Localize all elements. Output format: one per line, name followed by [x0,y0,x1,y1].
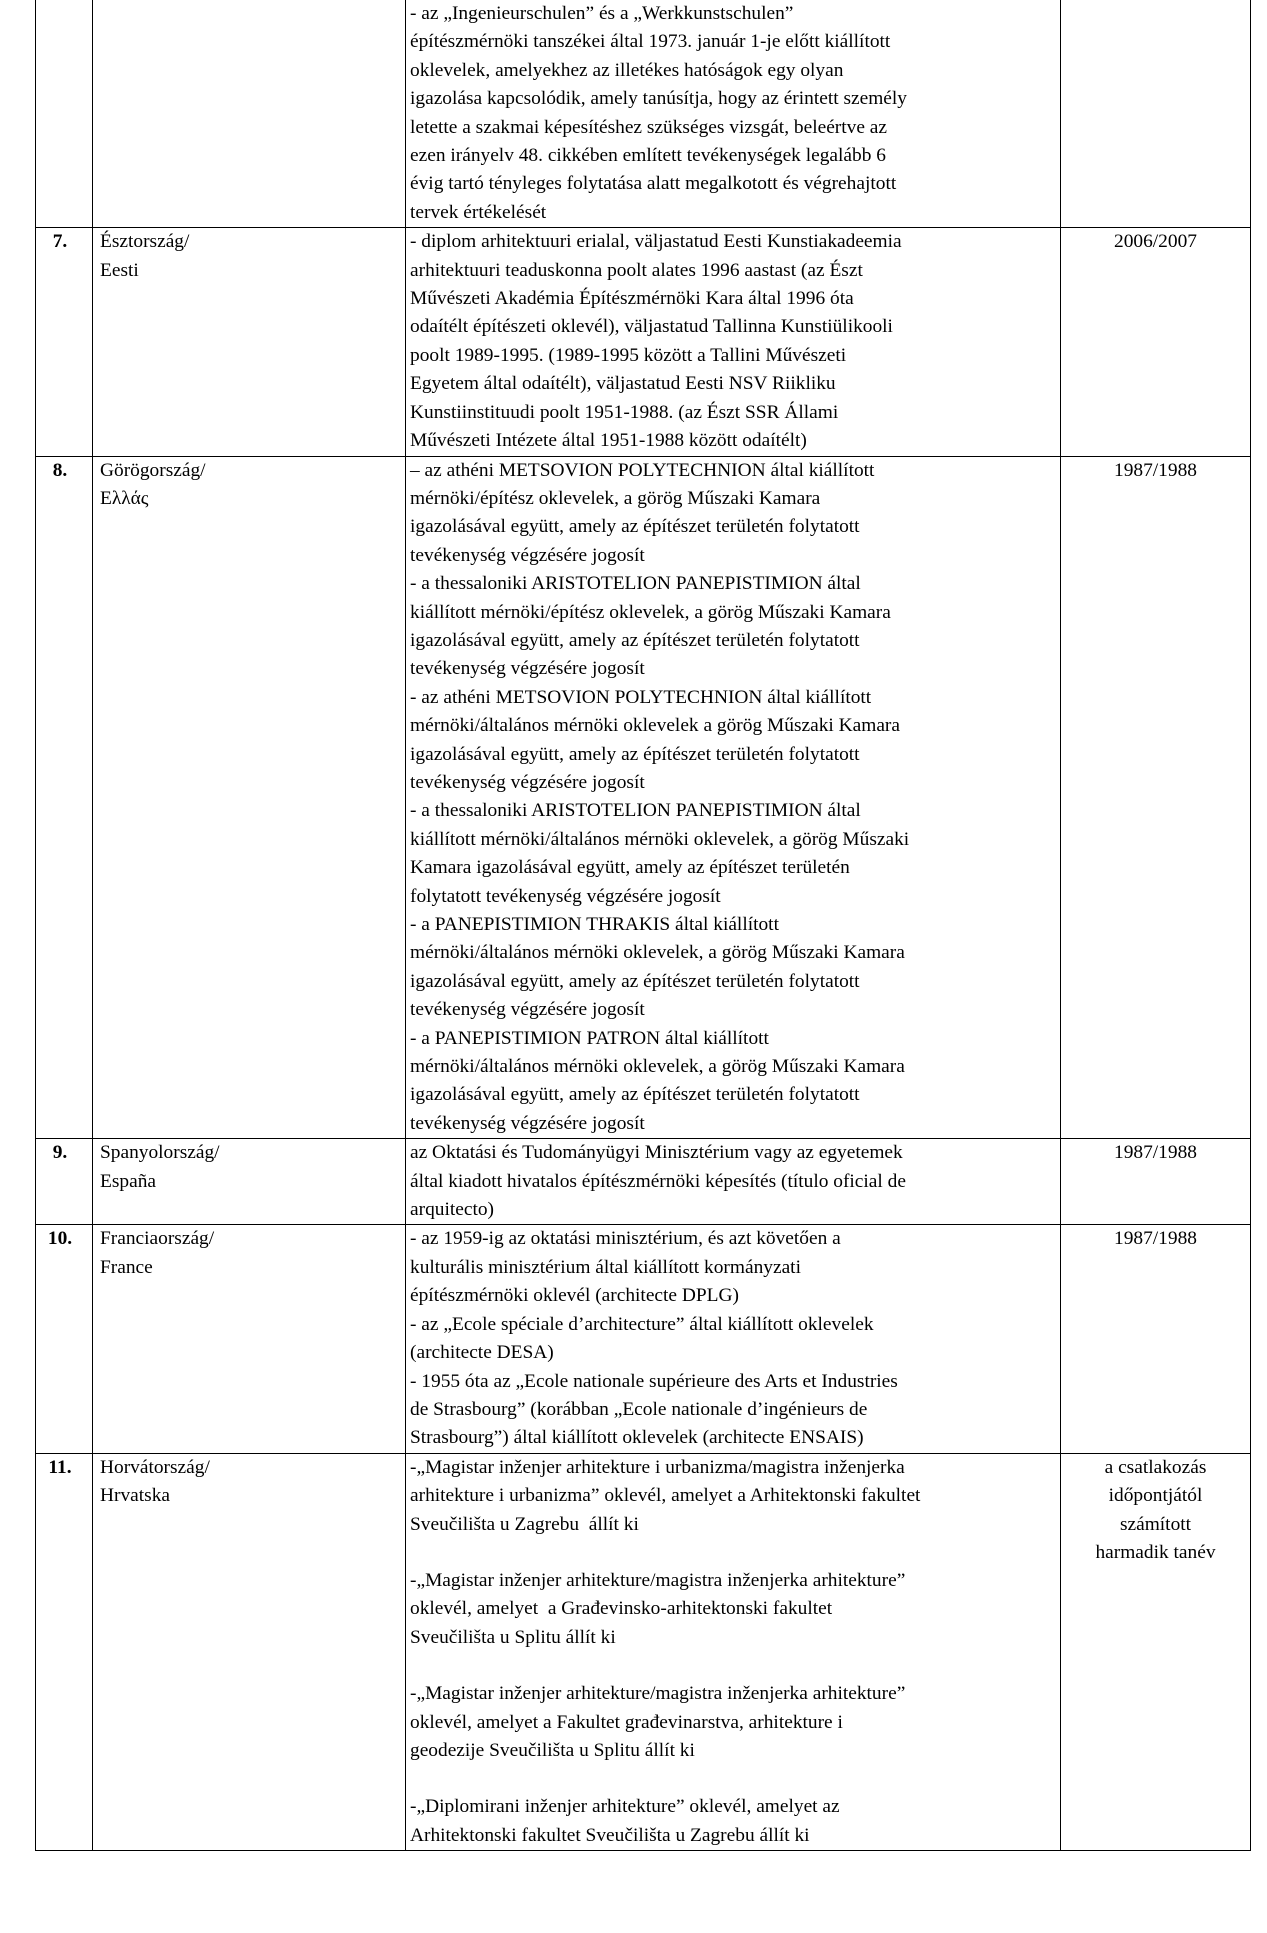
qualification-line: - az 1959-ig az oktatási minisztérium, és azt követően a [410,1228,841,1250]
academic-year-line: időpontjától [1108,1485,1203,1507]
qualification-line: által kiadott hivatalos építészmérnöki képesítés (título oficial de [410,1170,906,1192]
qualification-line: -„Magistar inženjer arhitekture i urbanizma/magistra inženjerka [410,1456,905,1478]
qualification-cell [406,1453,1061,1850]
qualification-cell [406,1139,1061,1225]
table-body [36,0,1251,1851]
country-line: Hrvatska [100,1485,170,1507]
country-line: Horvátország/ [100,1456,210,1478]
qualification-line: mérnöki/általános mérnöki oklevelek a görög Műszaki Kamara [410,715,900,737]
academic-year-cell [1061,1139,1251,1225]
country-line: Észtország/ [100,231,190,253]
table-row [36,1139,1251,1225]
qualification-line: -„Magistar inženjer arhitekture/magistra inženjerka arhitekture” [410,1569,906,1591]
qualification-line: igazolásával együtt, amely az építészet területén folytatott [410,743,860,765]
qualification-line: igazolása kapcsolódik, amely tanúsítja, hogy az érintett személy [410,88,907,110]
qualification-line: - a thessaloniki ARISTOTELION PANEPISTIMION által [410,573,861,595]
qualification-line: - diplom arhitektuuri erialal, väljastatud Eesti Kunstiakadeemia [410,231,902,253]
qualification-line: Kamara igazolásával együtt, amely az építészet területén [410,857,850,879]
qualification-line: oklevelek, amelyekhez az illetékes hatóságok egy olyan [410,59,844,81]
country-cell [93,456,406,1139]
academic-year-cell [1061,456,1251,1139]
qualification-line: - az „Ingenieurschulen” és a „Werkkunstschulen” [410,3,794,24]
qualification-line: tevékenység végzésére jogosít [410,771,645,793]
academic-year-cell [1061,228,1251,456]
qualification-line: (architecte DESA) [410,1342,554,1364]
qualification-line: kiállított mérnöki/építész oklevelek, a görög Műszaki Kamara [410,601,891,623]
table-row [36,1225,1251,1453]
qualification-line: igazolásával együtt, amely az építészet területén folytatott [410,1084,860,1106]
row-number: 7. [36,228,93,456]
qualification-line: arhitekture i urbanizma” oklevél, amelyet a Arhitektonski fakultet [410,1485,921,1507]
qualification-line: mérnöki/általános mérnöki oklevelek, a görög Műszaki Kamara [410,942,905,964]
row-number [36,0,93,228]
academic-year-line: 2006/2007 [1114,231,1197,253]
qualification-line: építészmérnöki oklevél (architecte DPLG) [410,1285,739,1307]
qualification-line: igazolásával együtt, amely az építészet területén folytatott [410,970,860,992]
qualification-line [410,1652,1057,1680]
qualification-line: mérnöki/építész oklevelek, a görög Műszaki Kamara [410,487,821,509]
qualification-line: arquitecto) [410,1199,494,1221]
qualification-line: de Strasbourg” (korábban „Ecole nationale d’ingénieurs de [410,1398,868,1420]
qualification-line: építészmérnöki tanszékei által 1973. január 1-je előtt kiállított [410,31,891,53]
qualification-line: – az athéni METSOVION POLYTECHNION által kiállított [410,459,875,481]
row-number: 8. [36,456,93,1139]
qualification-cell [406,456,1061,1139]
qualification-line: Művészeti Akadémia Építészmérnöki Kara által 1996 óta [410,288,854,310]
qualification-line: folytatott tevékenység végzésére jogosít [410,885,721,907]
qualification-line: Sveučilišta u Splitu állít ki [410,1626,616,1648]
qualification-line: oklevél, amelyet a Fakultet građevinarstva, arhitekture i [410,1711,843,1733]
table-row [36,0,1251,228]
qualification-line: Sveučilišta u Zagrebu állít ki [410,1513,639,1535]
qualification-line [410,1539,1057,1567]
qualification-line: - a thessaloniki ARISTOTELION PANEPISTIMION által [410,800,861,822]
country-line: Eesti [100,259,139,281]
country-line: Spanyolország/ [100,1142,220,1164]
academic-year-line: harmadik tanév [1095,1541,1216,1563]
qualification-line: az Oktatási és Tudományügyi Minisztérium vagy az egyetemek [410,1142,903,1164]
qualification-line: tevékenység végzésére jogosít [410,999,645,1021]
table-row [36,456,1251,1139]
qualification-line: kulturális minisztérium által kiállított kormányzati [410,1256,801,1278]
country-cell [93,0,406,228]
qualification-line: Strasbourg”) által kiállított oklevelek (architecte ENSAIS) [410,1427,864,1449]
table-row [36,228,1251,456]
qualification-line: Művészeti Intézete által 1951-1988 között odaítélt) [410,430,807,452]
qualification-line: -„Magistar inženjer arhitekture/magistra inženjerka arhitekture” [410,1683,906,1705]
table-row [36,1453,1251,1850]
qualification-line: kiállított mérnöki/általános mérnöki oklevelek, a görög Műszaki [410,828,910,850]
country-line: Görögország/ [100,459,206,481]
qualification-line: Egyetem által odaítélt), väljastatud Eesti NSV Riikliku [410,373,836,395]
qualification-line [410,1765,1057,1793]
qualification-line: Kunstiinstituudi poolt 1951-1988. (az Észt SSR Állami [410,401,839,423]
academic-year-line: számított [1119,1513,1192,1535]
academic-year-line: a csatlakozás [1104,1456,1207,1478]
qualification-line: tevékenység végzésére jogosít [410,1112,645,1134]
qualification-line: geodezije Sveučilišta u Splitu állít ki [410,1739,695,1761]
academic-year-cell [1061,1225,1251,1453]
qualification-line: - a PANEPISTIMION PATRON által kiállított [410,1027,769,1049]
qualification-cell [406,1225,1061,1453]
country-cell [93,1453,406,1850]
qualification-line: -„Diplomirani inženjer arhitekture” oklevél, amelyet az [410,1796,840,1818]
qualification-line: évig tartó tényleges folytatása alatt megalkotott és végrehajtott [410,173,897,195]
country-line: Ελλάς [100,487,149,509]
qualification-line: - a PANEPISTIMION THRAKIS által kiállított [410,914,779,935]
country-line: France [100,1256,153,1278]
qualification-line: - 1955 óta az „Ecole nationale supérieure des Arts et Industries [410,1370,898,1392]
qualification-line: tervek értékelését [410,201,547,223]
qualification-line: tevékenység végzésére jogosít [410,658,645,680]
academic-year-line: 1987/1988 [1114,1142,1197,1164]
qualification-line: arhitektuuri teaduskonna poolt alates 1996 aastast (az Észt [410,259,863,281]
academic-year-cell [1061,0,1251,228]
qualification-line: ezen irányelv 48. cikkében említett tevékenységek legalább 6 [410,145,886,167]
row-number: 9. [36,1139,93,1225]
qualification-cell [406,0,1061,228]
row-number: 10. [36,1225,93,1453]
row-number: 11. [36,1453,93,1850]
academic-year-cell [1061,1453,1251,1850]
qualification-line: - az athéni METSOVION POLYTECHNION által kiállított [410,686,872,708]
qualification-line: - az „Ecole spéciale d’architecture” által kiállított oklevelek [410,1313,874,1335]
country-line: Franciaország/ [100,1228,215,1250]
academic-year-line: 1987/1988 [1114,459,1197,481]
academic-year-line: 1987/1988 [1114,1228,1197,1250]
qualification-line: odaítélt építészeti oklevél), väljastatud Tallinna Kunstiülikooli [410,316,893,338]
qualification-line: Arhitektonski fakultet Sveučilišta u Zagrebu állít ki [410,1824,810,1846]
country-cell [93,228,406,456]
qualification-line: oklevél, amelyet a Građevinsko-arhitektonski fakultet [410,1598,833,1620]
country-cell [93,1225,406,1453]
qualification-line: igazolásával együtt, amely az építészet területén folytatott [410,516,860,538]
country-line: España [100,1170,156,1192]
qualification-cell [406,228,1061,456]
qualifications-table [35,0,1251,1851]
qualification-line: igazolásával együtt, amely az építészet területén folytatott [410,629,860,651]
qualification-line: tevékenység végzésére jogosít [410,544,645,566]
qualification-line: poolt 1989-1995. (1989-1995 között a Tallini Művészeti [410,344,847,366]
qualification-line: mérnöki/általános mérnöki oklevelek, a görög Műszaki Kamara [410,1056,905,1078]
country-cell [93,1139,406,1225]
qualification-line: letette a szakmai képesítéshez szükséges vizsgát, beleértve az [410,116,888,138]
